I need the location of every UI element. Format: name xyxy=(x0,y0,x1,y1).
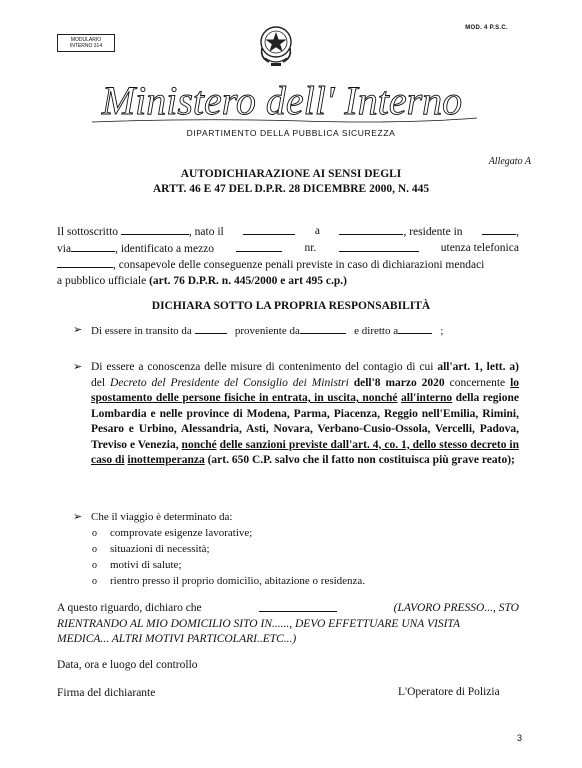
checkbox-circle-icon[interactable]: o xyxy=(92,576,97,587)
intro-t1: Il sottoscritto xyxy=(57,226,119,238)
declarant-signature-label: Firma del dichiarante xyxy=(57,687,156,699)
intro-t3: a xyxy=(314,225,320,237)
closing-b: (LAVORO PRESSO..., STO xyxy=(393,602,519,614)
intro-t2: , nato il xyxy=(188,226,224,238)
page-number: 3 xyxy=(516,733,522,743)
republic-emblem-icon xyxy=(257,22,295,68)
intro-t12: (art. 76 D.P.R. n. 445/2000 e art 495 c.p.) xyxy=(149,274,348,287)
closing-d: MEDICA... ALTRI MOTIVI PARTICOLARI..ETC...) xyxy=(57,633,297,645)
reason-option-3: motivi di salute; xyxy=(110,559,182,571)
checkbox-circle-icon[interactable]: o xyxy=(92,560,97,571)
date-place-label: Data, ora e luogo del controllo xyxy=(57,659,198,671)
intro-t6: via xyxy=(57,242,72,255)
checkbox-circle-icon[interactable]: o xyxy=(92,544,97,555)
name-blank[interactable] xyxy=(121,224,189,235)
item3-intro: Che il viaggio è determinato da: xyxy=(91,511,233,523)
item2-d: del xyxy=(91,376,106,389)
item2-i: all'interno xyxy=(401,392,453,404)
item1-a: Di essere in transito da xyxy=(91,325,192,337)
item2-l: Novara, Verbano-Cusio-Ossola, Vercelli, Padova, Treviso e Venezia, xyxy=(91,423,520,451)
residence-blank[interactable] xyxy=(482,224,516,235)
closing-paragraph xyxy=(57,601,519,648)
origin-blank[interactable] xyxy=(300,323,346,334)
item2-f: dell'8 marzo 2020 xyxy=(353,376,445,389)
item1-b: proveniente da xyxy=(234,325,300,337)
closing-c: RIENTRANDO AL MIO DOMICILIO SITO IN......, DEVO EFFETTUARE UNA VISITA xyxy=(57,617,460,630)
intro-t11: a pubblico ufficiale xyxy=(57,274,147,287)
transit-blank[interactable] xyxy=(195,323,227,334)
item2-o: inottemperanza xyxy=(127,454,205,466)
intro-t8: nr. xyxy=(304,241,317,254)
intro-t5: , xyxy=(516,226,519,238)
id-number-blank[interactable] xyxy=(339,241,419,252)
intro-t10: , consapevole delle conseguenze penali previste in caso di dichiarazioni mendaci xyxy=(113,259,485,271)
title-line2: ARTT. 46 E 47 DEL D.P.R. 28 DICEMBRE 2000, N. 445 xyxy=(152,183,430,195)
intro-t4: , residente in xyxy=(403,226,463,238)
phone-blank[interactable] xyxy=(57,257,113,268)
officer-label: L'Operatore di Polizia xyxy=(398,686,500,698)
birthdate-blank[interactable] xyxy=(243,224,295,235)
item2-p: (art. 650 C.P. salvo che il fatto non costituisca più grave reato); xyxy=(207,454,515,466)
closing-a: A questo riguardo, dichiaro che xyxy=(57,602,202,614)
birthplace-blank[interactable] xyxy=(339,224,403,235)
declaration-heading: DICHIARA SOTTO LA PROPRIA RESPONSABILITÀ xyxy=(151,300,431,312)
department-name: DIPARTIMENTO DELLA PUBBLICA SICUREZZA xyxy=(186,128,396,138)
checkbox-circle-icon[interactable]: o xyxy=(92,528,97,539)
reason-option-4: rientro presso il proprio domicilio, abitazione o residenza. xyxy=(110,575,366,587)
allegato-label: Allegato A xyxy=(488,156,531,167)
item1-text xyxy=(91,323,443,340)
item2-g: concernente xyxy=(449,376,506,389)
arrow-bullet-icon: ➢ xyxy=(73,511,83,523)
item1-d: ; xyxy=(440,325,444,337)
reason-blank[interactable] xyxy=(259,601,337,612)
item2-a: Di essere a conoscenza delle misure di contenimento del contagio di cui xyxy=(91,361,434,373)
item2-n: delle sanzioni previste dall'art. 4, co. 1, dello stesso decreto in caso di xyxy=(91,438,520,466)
ministry-wordmark xyxy=(82,78,482,126)
item2-m: nonché xyxy=(181,438,217,451)
item2-text xyxy=(91,360,519,469)
form-label-box xyxy=(57,34,115,52)
item2-k: Piacenza, Reggio nell'Emilia, Rimini, Pesaro e Urbino, Alessandria, Asti, xyxy=(91,407,519,435)
item2-e: Decreto del Presidente del Consiglio dei Ministri xyxy=(109,376,349,389)
street-blank[interactable] xyxy=(71,241,115,252)
destination-blank[interactable] xyxy=(398,323,432,334)
reason-option-2: situazioni di necessità; xyxy=(110,543,210,555)
intro-t9: utenza telefonica xyxy=(440,241,519,254)
arrow-bullet-icon: ➢ xyxy=(73,324,83,336)
item2-b: all'art. 1, xyxy=(437,361,483,373)
id-doc-blank[interactable] xyxy=(236,241,282,252)
form-code: MOD. 4 P.S.C. xyxy=(465,25,508,31)
ministry-name: Ministero dell' Interno xyxy=(101,78,463,123)
intro-t7: , identificato a mezzo xyxy=(115,242,215,255)
reason-option-1: comprovate esigenze lavorative; xyxy=(110,527,253,539)
item2-j: della regione Lombardia e nelle province di Modena, Parma, xyxy=(91,392,519,420)
item2-c: lett. a) xyxy=(486,361,519,373)
arrow-bullet-icon: ➢ xyxy=(73,361,83,373)
form-label-line1: MODULARIO xyxy=(70,37,102,43)
form-label-line2: INTERNO 314 xyxy=(69,43,103,49)
intro-paragraph xyxy=(57,224,519,289)
item2-h: lo spostamento delle persone fisiche in entrata, in uscita, nonché xyxy=(91,376,520,404)
item1-c: e diretto a xyxy=(354,325,399,337)
title-line1: AUTODICHIARAZIONE AI SENSI DEGLI xyxy=(180,168,402,180)
